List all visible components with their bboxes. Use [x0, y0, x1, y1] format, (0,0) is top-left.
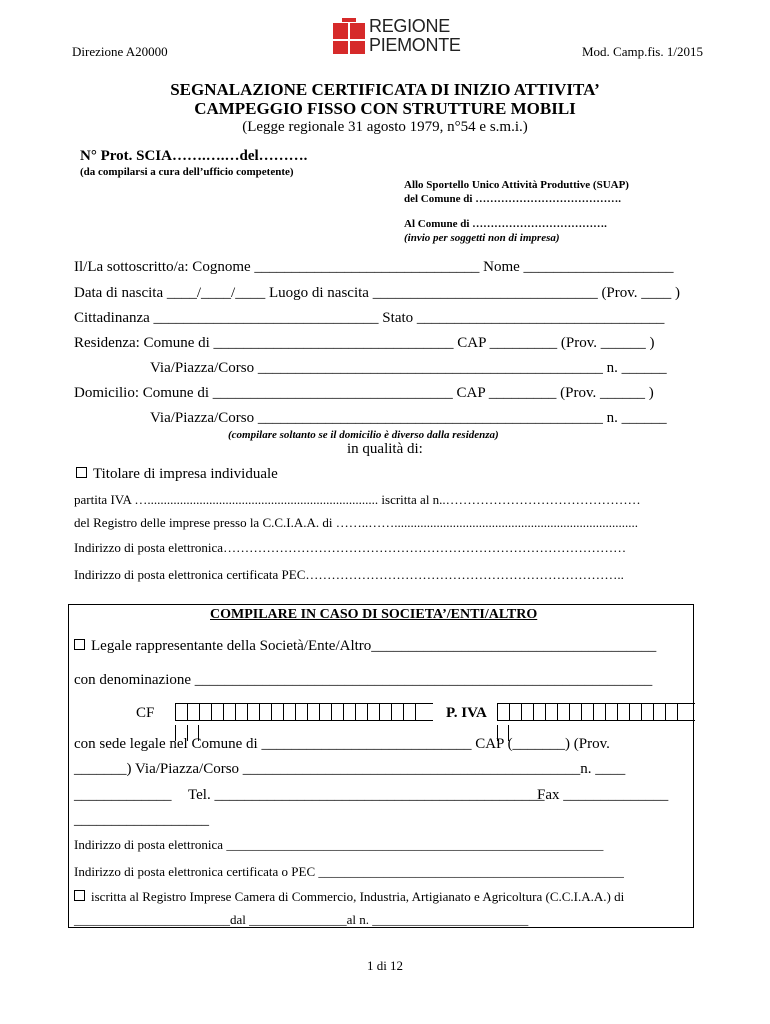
- registro-line[interactable]: del Registro delle imprese presso la C.C.I.A.A. di ……..……...........................................................................: [74, 515, 639, 530]
- addressee-suap: Allo Sportello Unico Attività Produttive (SUAP): [404, 179, 629, 191]
- legale-label: Legale rappresentante della Società/Ente/Altro______________________________________: [91, 638, 657, 654]
- protocol-line: N° Prot. SCIA…….….…del……….: [80, 148, 308, 164]
- individual-pec-line[interactable]: Indirizzo di posta elettronica certificata PEC………………………………………………………………..: [74, 567, 624, 582]
- tel-prefix[interactable]: _____________: [74, 787, 172, 803]
- company-heading: COMPILARE IN CASO DI SOCIETA’/ENTI/ALTRO: [210, 607, 538, 622]
- fax-field[interactable]: Fax ______________: [537, 787, 669, 803]
- piva-label: P. IVA: [446, 705, 487, 721]
- cf-label: CF: [136, 705, 155, 721]
- piva-line[interactable]: partita IVA …....................................................................... iscritta al n..………………………………………: [74, 492, 641, 507]
- quality-label: in qualità di:: [347, 441, 423, 457]
- person-citizenship-line[interactable]: Cittadinanza ______________________________ Stato _________________________________: [74, 310, 665, 326]
- iscritta-option[interactable]: [74, 889, 624, 905]
- protocol-note: (da compilarsi a cura dell’ufficio competente): [80, 166, 294, 178]
- domicile-note: (compilare soltanto se il domicilio è diverso dalla residenza): [228, 429, 499, 441]
- company-pec-line[interactable]: Indirizzo di posta elettronica certificata o PEC _______________________________________________: [74, 864, 624, 879]
- piva-field[interactable]: [497, 703, 695, 721]
- regione-piemonte-logo: [333, 17, 463, 57]
- person-residence-street[interactable]: Via/Piazza/Corso ______________________________________________ n. ______: [150, 360, 667, 376]
- page-number: 1 di 12: [366, 958, 404, 973]
- header-left: Direzione A20000: [72, 44, 168, 59]
- title-line2: CAMPEGGIO FISSO CON STRUTTURE MOBILI: [194, 99, 576, 118]
- iscritta-label: iscritta al Registro Imprese Camera di Commercio, Industria, Artigianato e Agricoltura (C.C.I.A.A.) di: [91, 889, 625, 904]
- iscritta-checkbox[interactable]: [74, 890, 85, 901]
- individual-email-line[interactable]: Indirizzo di posta elettronica…………………………………………………………………………………: [74, 540, 627, 555]
- dal-line[interactable]: ________________________dal _______________al n. ________________________: [74, 912, 529, 927]
- tel-field[interactable]: Tel. ____________________________________________: [188, 787, 545, 803]
- addressee-comune: Al Comune di ……………………………….: [404, 218, 607, 230]
- company-email-line[interactable]: Indirizzo di posta elettronica __________________________________________________________: [74, 837, 604, 852]
- titolare-option[interactable]: [76, 466, 278, 483]
- denominazione-line[interactable]: con denominazione _____________________________________________________________: [74, 672, 653, 688]
- person-domicile-street[interactable]: Via/Piazza/Corso ______________________________________________ n. ______: [150, 410, 667, 426]
- legale-option[interactable]: [74, 638, 656, 655]
- person-birth-line[interactable]: Data di nascita ____/____/____ Luogo di nascita ______________________________ (Prov. ____ ): [74, 285, 681, 301]
- person-name-line[interactable]: Il/La sottoscritto/a: Cognome ______________________________ Nome ____________________: [74, 259, 674, 275]
- via-line[interactable]: _______) Via/Piazza/Corso _____________________________________________n. ____: [74, 761, 626, 777]
- title-line1: SEGNALAZIONE CERTIFICATA DI INIZIO ATTIVITA’: [170, 80, 600, 99]
- title-line3: (Legge regionale 31 agosto 1979, n°54 e s.m.i.): [242, 119, 528, 135]
- header-right: Mod. Camp.fis. 1/2015: [582, 44, 703, 59]
- extra-line[interactable]: __________________: [74, 812, 209, 828]
- logo-line1: REGIONE: [369, 16, 450, 36]
- sede-line[interactable]: con sede legale nel Comune di ____________________________ CAP (_______) (Prov.: [74, 736, 610, 752]
- person-domicile-line[interactable]: Domicilio: Comune di ________________________________ CAP _________ (Prov. ______ ): [74, 385, 654, 401]
- regione-logo-icon: [333, 18, 365, 54]
- person-residence-line[interactable]: Residenza: Comune di ________________________________ CAP _________ (Prov. ______ ): [74, 335, 655, 351]
- titolare-checkbox[interactable]: [76, 467, 87, 478]
- titolare-label: Titolare di impresa individuale: [93, 466, 278, 482]
- addressee-suap-comune: del Comune di ………………………………….: [404, 193, 621, 205]
- legale-checkbox[interactable]: [74, 639, 85, 650]
- logo-line2: PIEMONTE: [369, 35, 461, 55]
- addressee-note: (invio per soggetti non di impresa): [404, 232, 560, 244]
- cf-field[interactable]: [175, 703, 433, 721]
